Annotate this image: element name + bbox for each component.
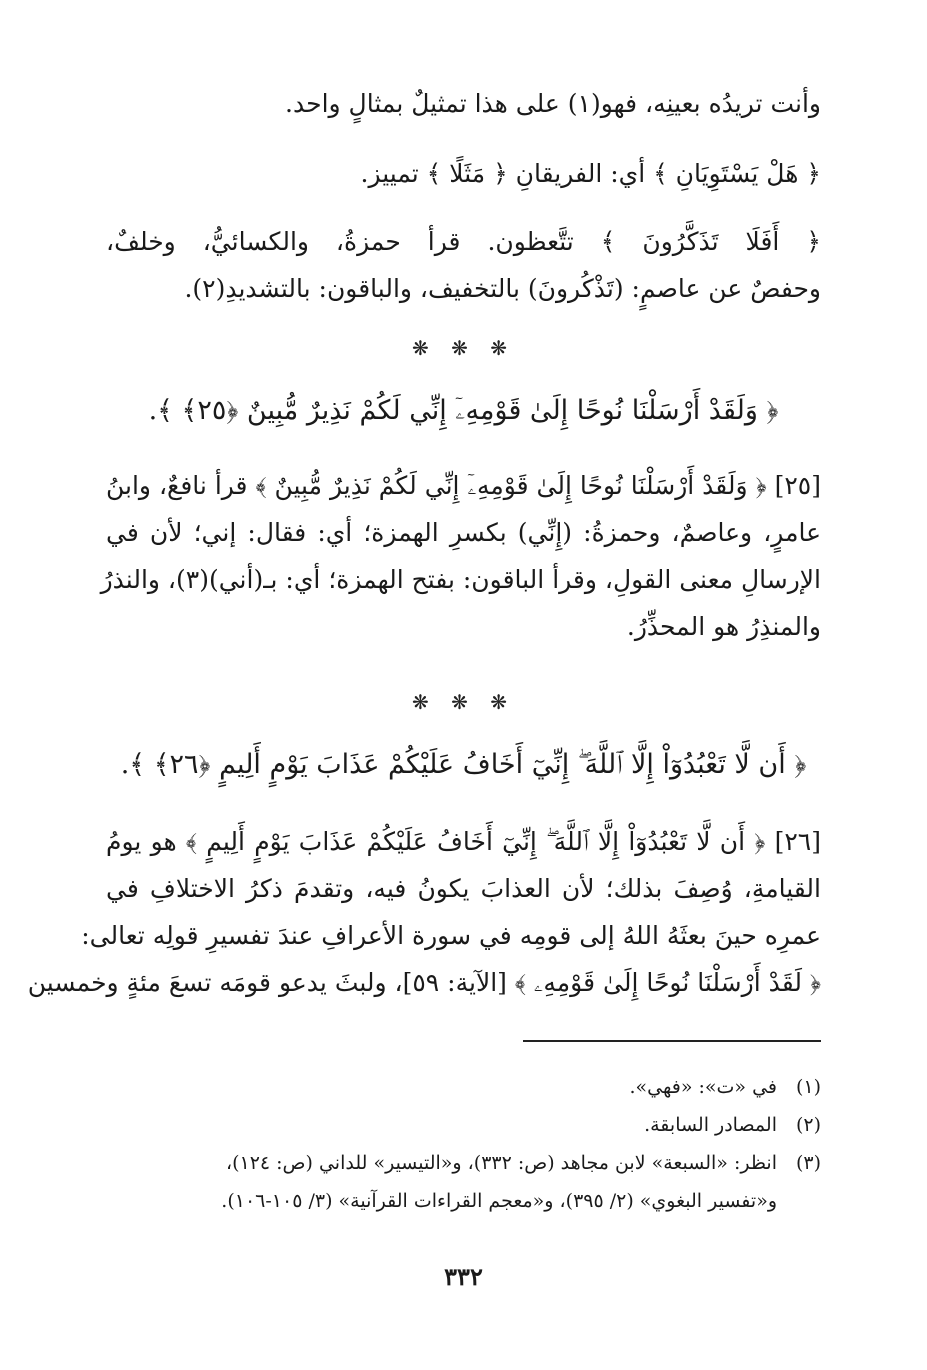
footnote-3-continuation: و«تفسير البغوي» (٢/ ٣٩٥)، و«معجم القراءات القرآنية» (٣/ ١٠٥-١٠٦). xyxy=(221,1190,777,1212)
section-separator-1: ❋ ❋ ❋ xyxy=(412,336,515,360)
verse-25-heading: ﴿ وَلَقَدْ أَرْسَلْنَا نُوحًا إِلَىٰ قَوْمِهِۦٓ إِنِّي لَكُمْ نَذِيرٌ مُّبِينٌ ﴿٢٥﴾ ﴾. xyxy=(148,395,779,426)
footnote-1 xyxy=(106,1068,821,1106)
footnote-text: انظر: «السبعة» لابن مجاهد (ص: ٣٣٢)، و«التيسير» للداني (ص: ١٢٤)، xyxy=(225,1152,777,1174)
verse-26-heading: ﴿ أَن لَّا تَعْبُدُوٓاْ إِلَّا ٱللَّهَ ۖ إِنِّيٓ أَخَافُ عَلَيْكُمْ عَذَابَ يَوْمٍ أَلِيمٍ ﴿٢٦﴾ ﴾. xyxy=(120,749,807,780)
section-separator-2: ❋ ❋ ❋ xyxy=(412,690,515,714)
paragraph-2 xyxy=(106,150,821,197)
footnote-number: (١) xyxy=(795,1076,821,1098)
paragraph-5 xyxy=(27,818,821,1006)
paragraph-4-line-1: [٢٥] ﴿ وَلَقَدْ أَرْسَلْنَا نُوحًا إِلَىٰ قَوْمِهِۦٓ إِنِّي لَكُمْ نَذِيرٌ مُّبِينٌ ﴾ قرأ نافعٌ، وابنُ xyxy=(106,471,821,500)
paragraph-4-line-4: والمنذِرُ هو المحذِّرُ. xyxy=(626,612,821,641)
paragraph-1-line-1: وأنت تريدُه بعينِه، فهو(١) على هذا تمثيلٌ بمثالٍ واحد. xyxy=(285,89,821,118)
footnote-3 xyxy=(106,1144,821,1182)
paragraph-5-line-3: عمرِه حينَ بعثَهُ اللهُ إلى قومِه في سورة الأعرافِ عندَ تفسيرِ قولِه تعالى: xyxy=(81,921,821,950)
page-number: ٣٣٢ xyxy=(444,1262,483,1291)
paragraph-5-line-4: ﴿ لَقَدْ أَرْسَلْنَا نُوحًا إِلَىٰ قَوْمِهِۦ ﴾ [الآية: ٥٩]، ولبثَ يدعو قومَه تسعَ مئةٍ وخمسين xyxy=(27,968,821,997)
paragraph-3-line-2: وحفصٌ عن عاصمٍ: (تَذْكُرونَ) بالتخفيف، والباقون: بالتشديدِ(٢). xyxy=(184,274,821,303)
paragraph-1 xyxy=(106,80,821,127)
paragraph-4 xyxy=(100,462,821,650)
paragraph-5-line-1: [٢٦] ﴿ أَن لَّا تَعْبُدُوٓاْ إِلَّا ٱللَّهَ ۖ إِنِّيٓ أَخَافُ عَلَيْكُمْ عَذَابَ يَوْمٍ أَلِيمٍ ﴾ هو يومُ xyxy=(106,827,821,856)
footnote-number: (٣) xyxy=(795,1152,821,1174)
paragraph-3 xyxy=(106,218,821,312)
paragraph-4-line-2: عامرٍ، وعاصمٌ، وحمزةُ: (إِنِّي) بكسرِ الهمزة؛ أي: فقال: إني؛ لأن في xyxy=(106,518,821,547)
paragraph-3-line-1: ﴿ أَفَلَا تَذَكَّرُونَ ﴾ تتَّعظون. قرأ حمزةُ، والكسائيُّ، وخلفٌ، xyxy=(106,227,821,256)
footnote-text: في «ت»: «فهي». xyxy=(629,1076,777,1098)
paragraph-5-line-2: القيامةِ، وُصِفَ بذلك؛ لأن العذابَ يكونُ فيه، وتقدمَ ذكرُ الاختلافِ في xyxy=(106,874,821,903)
footnote-number: (٢) xyxy=(795,1114,821,1136)
footnote-2 xyxy=(106,1106,821,1144)
footnote-text: المصادر السابقة. xyxy=(644,1114,777,1136)
paragraph-2-line-1: ﴿ هَلْ يَسْتَوِيَانِ ﴾ أي: الفريقانِ ﴿ مَثَلًا ﴾ تمييز. xyxy=(360,159,821,188)
footnote-divider xyxy=(523,1040,821,1042)
paragraph-4-line-3: الإرسالِ معنى القولِ، وقرأ الباقون: بفتح الهمزة؛ أي: بـ(أني)(٣)، والنذرُ xyxy=(100,565,821,594)
footnotes xyxy=(106,1068,821,1220)
